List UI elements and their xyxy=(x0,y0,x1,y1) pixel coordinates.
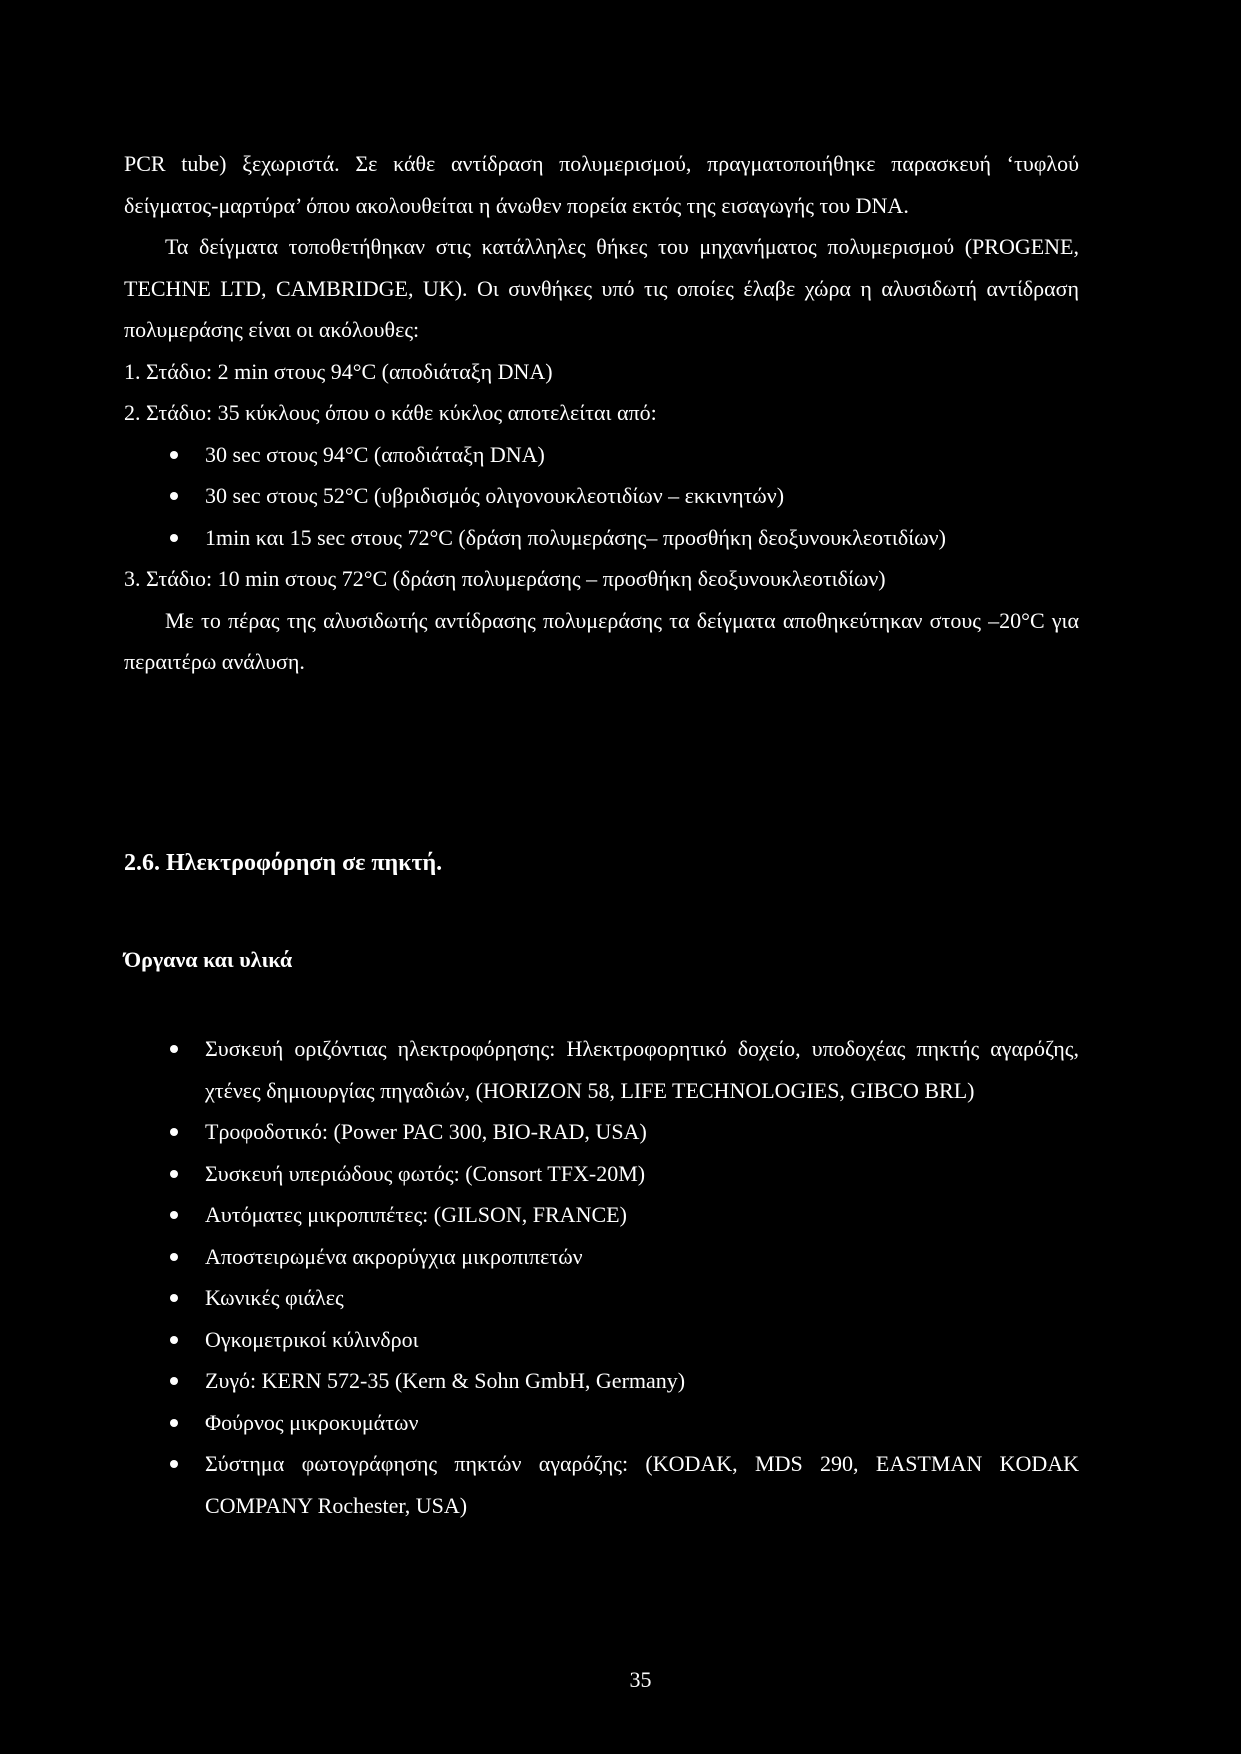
list-item xyxy=(124,1360,1079,1402)
material-text: Φούρνος μικροκυμάτων xyxy=(205,1409,419,1435)
bullet-icon xyxy=(170,1045,178,1053)
bullet-icon xyxy=(170,1253,178,1261)
material-text: Συσκευή οριζόντιας ηλεκτροφόρησης: Ηλεκτροφορητικό δοχείο, υποδοχέας πηκτής αγαρόζης, χτένες δημιουργίας πηγαδιών, (HORIZON 58, LIFE TECHNOLOGIES, GIBCO BRL) xyxy=(205,1036,1079,1103)
section-title: 2.6. Ηλεκτροφόρηση σε πηκτή. xyxy=(124,850,443,876)
material-text: Αυτόματες μικροπιπέτες: (GILSON, FRANCE) xyxy=(205,1202,627,1227)
list-item xyxy=(124,1402,1079,1444)
list-item xyxy=(124,517,1079,559)
bullet-icon xyxy=(170,1170,178,1178)
material-text: Ζυγό: KERN 572-35 (Kern & Sohn GmbH, Germany) xyxy=(205,1368,686,1393)
materials-list xyxy=(124,1028,1079,1526)
cycle-step-text: 30 sec στους 52°C (υβριδισμός ολιγονουκλεοτιδίων – εκκινητών) xyxy=(205,483,785,508)
bullet-icon xyxy=(170,451,178,459)
pcr-step-2: 2. Στάδιο: 35 κύκλους όπου ο κάθε κύκλος αποτελείται από: xyxy=(124,400,657,425)
list-item xyxy=(124,1443,1079,1526)
bullet-icon xyxy=(170,1377,178,1385)
list-item xyxy=(124,1236,1079,1278)
paragraph-pcr-conditions: Τα δείγματα τοποθετήθηκαν στις κατάλληλες θήκες του μηχανήματος πολυμερισμού (PROGENE, TECHNE LTD, CAMBRIDGE, UK). Οι συνθήκες υπό τις οποίες έλαβε χώρα η αλυσιδωτή αντίδραση πολυμεράσης είναι οι ακόλουθες: xyxy=(124,234,1079,342)
list-item xyxy=(124,1319,1079,1361)
list-item xyxy=(124,1111,1079,1153)
bullet-icon xyxy=(170,1294,178,1302)
pcr-step-1: 1. Στάδιο: 2 min στους 94°C (αποδιάταξη DNA) xyxy=(124,358,553,384)
pcr-step-3: 3. Στάδιο: 10 min στους 72°C (δράση πολυμεράσης – προσθήκη δεοξυνουκλεοτιδίων) xyxy=(124,566,886,591)
bullet-icon xyxy=(170,1128,178,1136)
cycle-step-text: 1min και 15 sec στους 72°C (δράση πολυμεράσης– προσθήκη δεοξυνουκλεοτιδίων) xyxy=(205,524,946,550)
materials-block xyxy=(124,1028,1079,1526)
cycle-steps-list xyxy=(124,434,1079,559)
bullet-icon xyxy=(170,492,178,500)
material-text: Τροφοδοτικό: (Power PAC 300, BIO-RAD, USA) xyxy=(205,1119,647,1144)
protocol-text xyxy=(124,143,1079,683)
list-item xyxy=(124,1194,1079,1236)
list-item xyxy=(124,1277,1079,1319)
bullet-icon xyxy=(170,1336,178,1344)
page-number: 35 xyxy=(629,1667,652,1692)
paragraph-blank-sample: PCR tube) ξεχωριστά. Σε κάθε αντίδραση πολυμερισμού, πραγματοποιήθηκε παρασκευή ‘τυφλού δείγματος-μαρτύρα’ όπου ακολουθείται η άνωθεν πορεία εκτός της εισαγωγής του DNA. xyxy=(124,151,1079,218)
material-text: Σύστημα φωτογράφησης πηκτών αγαρόζης: (KODAK, MDS 290, EASTMAN KODAK COMPANY Rochester, USA) xyxy=(205,1451,1079,1518)
bullet-icon xyxy=(170,1419,178,1427)
list-item xyxy=(124,475,1079,517)
cycle-step-text: 30 sec στους 94°C (αποδιάταξη DNA) xyxy=(205,441,545,467)
list-item xyxy=(124,1153,1079,1195)
list-item xyxy=(124,434,1079,476)
material-text: Συσκευή υπεριώδους φωτός: (Consort TFX-20M) xyxy=(205,1160,646,1186)
bullet-icon xyxy=(170,1211,178,1219)
bullet-icon xyxy=(170,534,178,542)
section-subtitle: Όργανα και υλικά xyxy=(124,947,293,972)
bullet-icon xyxy=(170,1460,178,1468)
list-item xyxy=(124,1028,1079,1111)
paragraph-storage: Με το πέρας της αλυσιδωτής αντίδρασης πολυμεράσης τα δείγματα αποθηκεύτηκαν στους –20°C για περαιτέρω ανάλυση. xyxy=(124,607,1079,674)
material-text: Αποστειρωμένα ακρορύγχια μικροπιπετών xyxy=(205,1243,583,1269)
material-text: Κωνικές φιάλες xyxy=(205,1285,344,1310)
material-text: Ογκομετρικοί κύλινδροι xyxy=(205,1326,419,1352)
